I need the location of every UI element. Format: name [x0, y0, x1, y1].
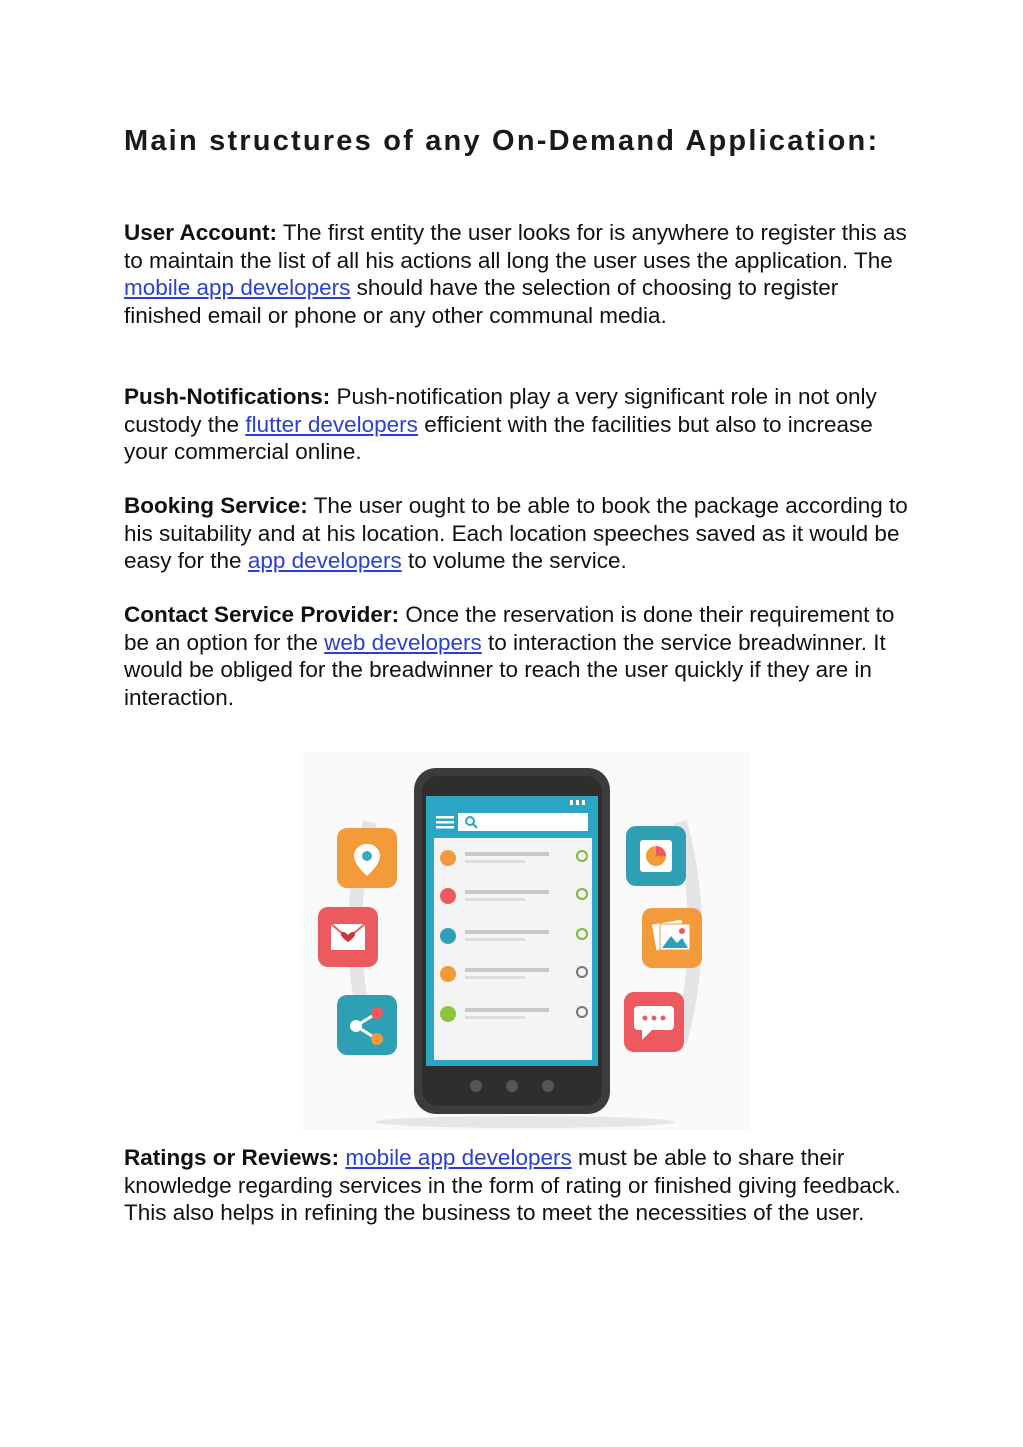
section-text: should have the selection of choosing to register finished email or phone or any other communal media. — [124, 275, 839, 328]
photo-gallery-icon — [642, 908, 702, 968]
section-ratings-reviews — [124, 1144, 924, 1227]
mail-heart-icon — [318, 907, 378, 967]
share-icon — [337, 995, 397, 1055]
section-contact-service-provider — [124, 601, 914, 711]
mobile-app-developers-link[interactable]: mobile app developers — [124, 275, 351, 301]
section-text: to interaction the service breadwinner. It would be obliged for the breadwinner to reach the user quickly if they are in interaction. — [124, 629, 886, 710]
section-user-account — [124, 219, 914, 329]
pie-chart-icon — [626, 826, 686, 886]
section-title: Push-Notifications: — [124, 384, 331, 409]
section-title: Contact Service Provider: — [124, 602, 400, 627]
menu-icon — [436, 816, 454, 829]
web-developers-link[interactable]: web developers — [324, 629, 482, 655]
section-text: The first entity the user looks for is anywhere to register this as to maintain the list of all his actions all long the user uses the application. The — [124, 220, 907, 273]
flutter-developers-link[interactable]: flutter developers — [245, 411, 418, 437]
section-text: Once the reservation is done their requirement to be an option for the — [124, 602, 895, 655]
on-demand-app-illustration — [300, 752, 750, 1130]
location-pin-icon — [337, 828, 397, 888]
page-heading: Main structures of any On-Demand Application: — [124, 125, 880, 157]
app-developers-link[interactable]: app developers — [247, 548, 402, 574]
section-push-notifications — [124, 383, 914, 466]
section-text: efficient with the facilities but also to increase your commercial online. — [124, 411, 873, 465]
section-booking-service — [124, 492, 914, 575]
smartphone — [414, 768, 610, 1114]
section-text: must be able to share their knowledge regarding services in the form of rating or finished giving feedback. This also helps in refining the business to meet the necessities of the user. — [124, 1145, 901, 1226]
section-text: The user ought to be able to book the package according to his suitability and at his location. Each location speeches saved as it would be easy for the — [124, 493, 908, 574]
section-title: Booking Service: — [124, 493, 308, 518]
section-text: Push-notification play a very significant role in not only custody the — [124, 384, 877, 437]
section-title: Ratings or Reviews: — [124, 1145, 340, 1170]
section-title: User Account: — [124, 220, 277, 245]
mobile-app-developers-link[interactable]: mobile app developers — [345, 1145, 572, 1170]
chat-bubble-icon — [624, 992, 684, 1052]
section-text: to volume the service. — [401, 548, 627, 574]
